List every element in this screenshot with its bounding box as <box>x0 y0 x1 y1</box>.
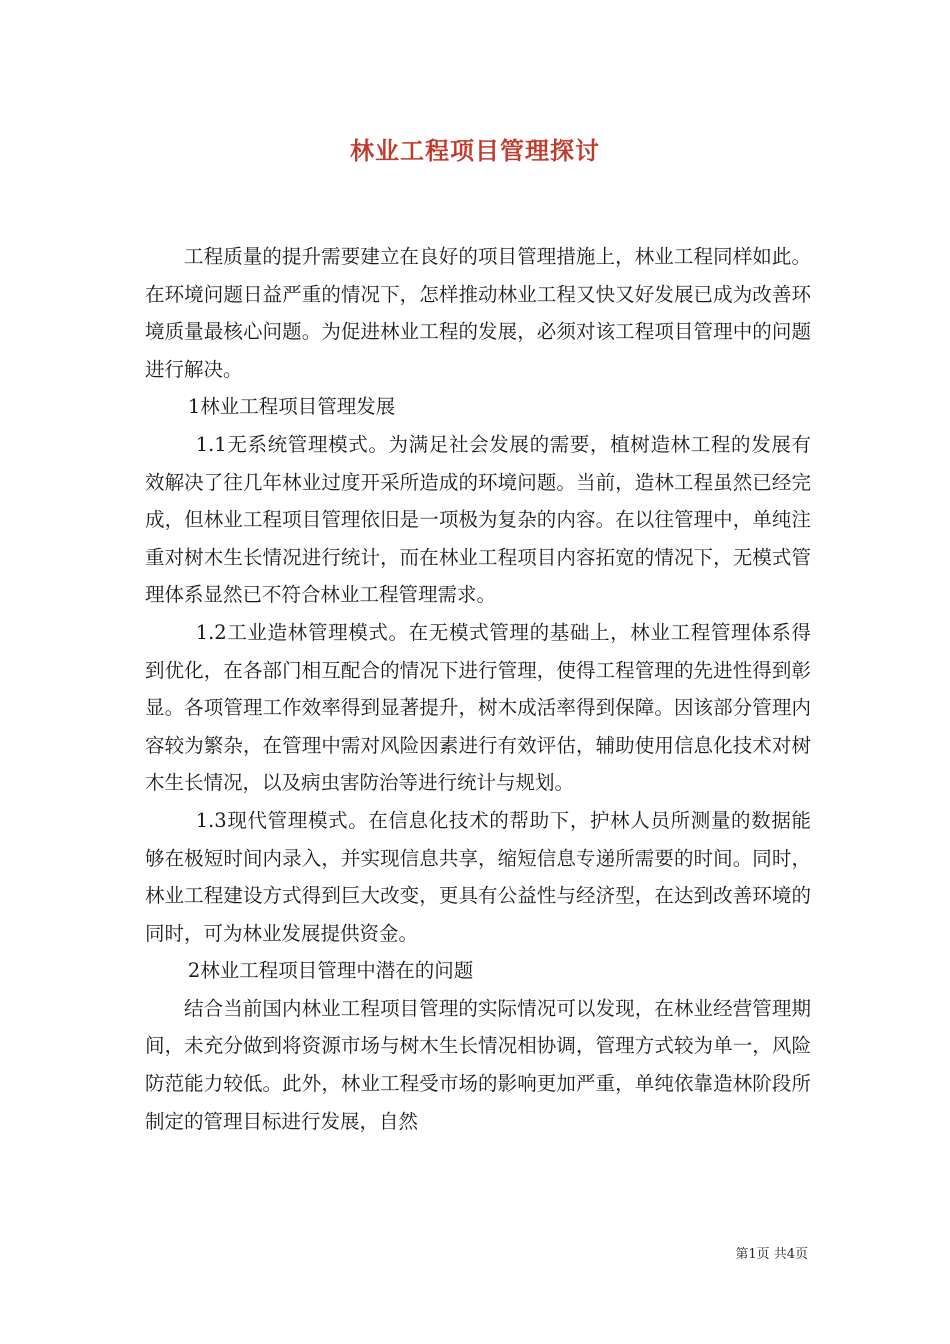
paragraph-1-3: 1.3现代管理模式。在信息化技术的帮助下，护林人员所测量的数据能够在极短时间内录入，并实现信息共享，缩短信息专递所需要的时间。同时，林业工程建设方式得到巨大改变，更具有公益性与经济型，在达到改善环境的同时，可为林业发展提供资金。 <box>145 808 811 945</box>
section-heading-2: 2林业工程项目管理中潜在的问题 <box>187 959 474 983</box>
paragraph-2-body: 结合当前国内林业工程项目管理的实际情况可以发现，在林业经营管理期间，未充分做到将资源市场与树木生长情况相协调，管理方式较为单一，风险防范能力较低。此外，林业工程受市场的影响更加严重，单纯依靠造林阶段所制定的管理目标进行发展，自然 <box>145 996 811 1133</box>
paragraph-intro: 工程质量的提升需要建立在良好的项目管理措施上，林业工程同样如此。在环境问题日益严重的情况下，怎样推动林业工程又快又好发展已成为改善环境质量最核心问题。为促进林业工程的发展，必须对该工程项目管理中的问题进行解决。 <box>145 245 811 381</box>
paragraph-1-2: 1.2工业造林管理模式。在无模式管理的基础上，林业工程管理体系得到优化，在各部门相互配合的情况下进行管理，使得工程管理的先进性得到彰显。各项管理工作效率得到显著提升，树木成活率得到保障。因该部分管理内容较为繁杂，在管理中需对风险因素进行有效评估，辅助使用信息化技术对树木生长情况，以及病虫害防治等进行统计与规划。 <box>145 620 811 795</box>
page-title: 林业工程项目管理探讨 <box>350 136 600 165</box>
paragraph-1-1: 1.1无系统管理模式。为满足社会发展的需要，植树造林工程的发展有效解决了往几年林业过度开采所造成的环境问题。当前，造林工程虽然已经完成，但林业工程项目管理依旧是一项极为复杂的内容。在以往管理中，单纯注重对树木生长情况进行统计，而在林业工程项目内容拓宽的情况下，无模式管理体系显然已不符合林业工程管理需求。 <box>145 432 811 607</box>
section-heading-1: 1林业工程项目管理发展 <box>187 395 396 419</box>
document-body <box>145 238 811 1140</box>
page-number: 第1页 共4页 <box>735 1247 808 1262</box>
